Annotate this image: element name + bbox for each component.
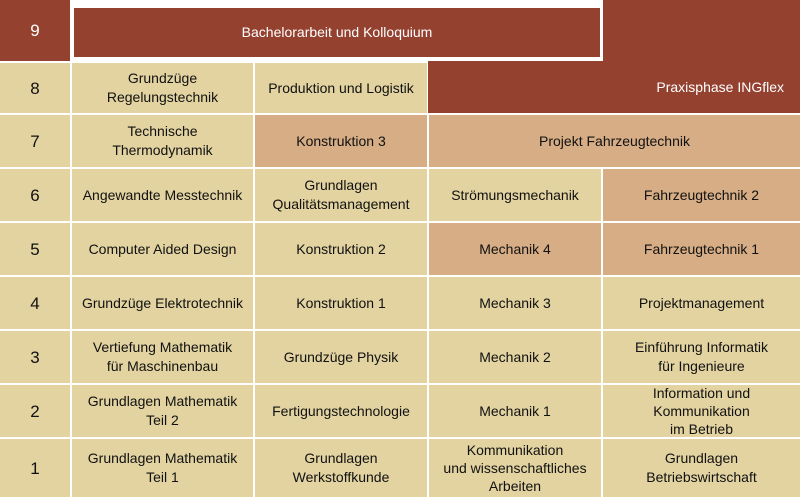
- module-messtechnik: Angewandte Messtechnik: [72, 169, 253, 221]
- module-fahrzeugtechnik-1: Fahrzeugtechnik 1: [603, 223, 800, 275]
- semester-7-label: 7: [0, 115, 70, 167]
- module-mechanik-2: Mechanik 2: [429, 331, 601, 383]
- module-qualitaetsmanagement: Grundlagen Qualitätsmanagement: [255, 169, 427, 221]
- praxis-block-upper: [603, 0, 800, 61]
- module-vertiefung-mathematik: Vertiefung Mathematik für Maschinenbau: [72, 331, 253, 383]
- module-mechanik-1: Mechanik 1: [429, 385, 601, 437]
- module-konstruktion-1: Konstruktion 1: [255, 277, 427, 329]
- semester-5-label: 5: [0, 223, 70, 275]
- module-projektmanagement: Projektmanagement: [603, 277, 800, 329]
- module-fertigungstechnologie: Fertigungstechnologie: [255, 385, 427, 437]
- module-stroemungsmechanik: Strömungsmechanik: [429, 169, 601, 221]
- module-mechanik-4: Mechanik 4: [429, 223, 601, 275]
- module-betriebswirtschaft: Grundlagen Betriebswirtschaft: [603, 439, 800, 497]
- semester-2-label: 2: [0, 385, 70, 437]
- module-projekt-fahrzeugtechnik: Projekt Fahrzeugtechnik: [429, 115, 800, 167]
- module-werkstoffkunde: Grundlagen Werkstoffkunde: [255, 439, 427, 497]
- module-cad: Computer Aided Design: [72, 223, 253, 275]
- module-kommunikation: Kommunikation und wissenschaftliches Arbeiten: [429, 439, 601, 497]
- module-elektrotechnik: Grundzüge Elektrotechnik: [72, 277, 253, 329]
- semester-8-label: 8: [0, 63, 70, 113]
- module-mathematik-1: Grundlagen Mathematik Teil 1: [72, 439, 253, 497]
- module-thermodynamik: Technische Thermodynamik: [72, 115, 253, 167]
- module-information-kommunikation: Information und Kommunikation im Betrieb: [603, 385, 800, 437]
- module-informatik: Einführung Informatik für Ingenieure: [603, 331, 800, 383]
- semester-3-label: 3: [0, 331, 70, 383]
- module-bachelorarbeit: Bachelorarbeit und Kolloquium: [72, 6, 602, 59]
- semester-9-label: 9: [0, 0, 70, 61]
- semester-4-label: 4: [0, 277, 70, 329]
- module-regelungstechnik: Grundzüge Regelungstechnik: [72, 63, 253, 113]
- module-physik: Grundzüge Physik: [255, 331, 427, 383]
- semester-6-label: 6: [0, 169, 70, 221]
- module-praxisphase: Praxisphase INGflex: [428, 61, 800, 113]
- module-fahrzeugtechnik-2: Fahrzeugtechnik 2: [603, 169, 800, 221]
- module-konstruktion-2: Konstruktion 2: [255, 223, 427, 275]
- module-produktion-logistik: Produktion und Logistik: [255, 63, 427, 113]
- module-mechanik-3: Mechanik 3: [429, 277, 601, 329]
- module-konstruktion-3: Konstruktion 3: [255, 115, 427, 167]
- semester-1-label: 1: [0, 439, 70, 497]
- module-mathematik-2: Grundlagen Mathematik Teil 2: [72, 385, 253, 437]
